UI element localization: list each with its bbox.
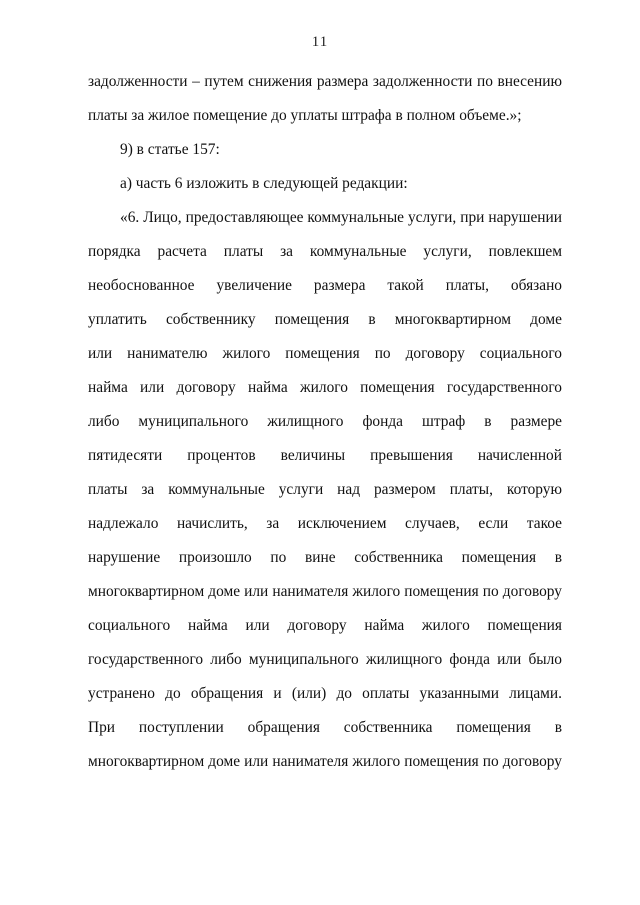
text-line: платы за жилое помещение до уплаты штрафа в полном объеме.»;: [88, 107, 522, 124]
text-line: социального найма или договору найма жилого помещения: [88, 617, 562, 634]
text-line: либо муниципального жилищного фонда штраф в размере: [88, 413, 562, 430]
text-line: уплатить собственнику помещения в многоквартирном доме: [88, 311, 562, 328]
text-line: многоквартирном доме или нанимателя жилого помещения по договору: [88, 583, 562, 600]
text-line: 9) в статье 157:: [120, 141, 220, 158]
text-line: необоснованное увеличение размера такой платы, обязано: [88, 277, 562, 294]
text-line: порядка расчета платы за коммунальные услуги, повлекшем: [88, 243, 562, 260]
text-line: а) часть 6 изложить в следующей редакции:: [120, 175, 408, 192]
text-line: нарушение произошло по вине собственника помещения в: [88, 549, 562, 566]
text-line: устранено до обращения и (или) до оплаты указанными лицами.: [88, 685, 562, 702]
text-line: государственного либо муниципального жилищного фонда или было: [88, 651, 562, 668]
text-line: или нанимателю жилого помещения по договору социального: [88, 345, 562, 362]
text-line: При поступлении обращения собственника помещения в: [88, 719, 562, 736]
text-line: задолженности – путем снижения размера задолженности по внесению: [88, 73, 562, 90]
text-line: пятидесяти процентов величины превышения начисленной: [88, 447, 562, 464]
text-line: платы за коммунальные услуги над размером платы, которую: [88, 481, 562, 498]
text-line: «6. Лицо, предоставляющее коммунальные услуги, при нарушении: [120, 209, 562, 226]
text-line: надлежало начислить, за исключением случаев, если такое: [88, 515, 562, 532]
text-line: найма или договору найма жилого помещения государственного: [88, 379, 562, 396]
text-line: многоквартирном доме или нанимателя жилого помещения по договору: [88, 753, 562, 770]
page-number: 11: [311, 34, 329, 50]
